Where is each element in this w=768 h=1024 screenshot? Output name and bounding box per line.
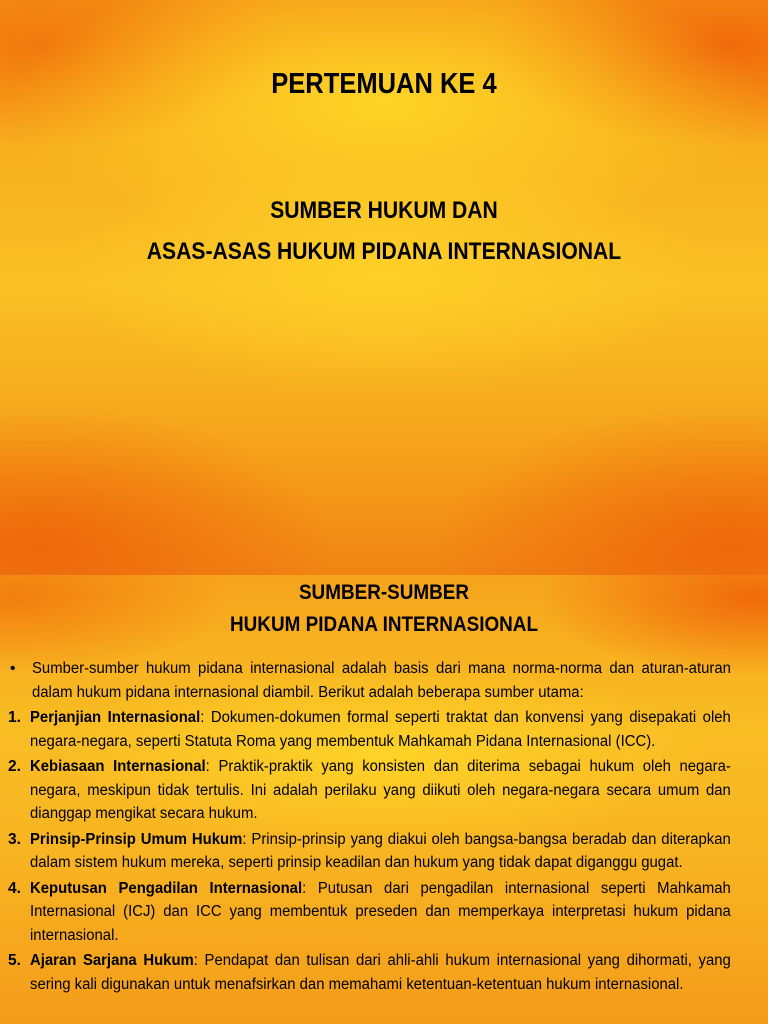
item-number: 2. <box>8 758 21 775</box>
item-desc: : Prinsip-prinsip yang diakui oleh bangsa-bangsa beradab dan diterapkan dalam sistem hukum mereka, seperti prinsip keadilan dan hukum yang tidak dapat diganggu gugat. <box>30 830 731 871</box>
slide-title: PERTEMUAN KE 4 <box>271 68 497 100</box>
slide-subtitle-line2: ASAS-ASAS HUKUM PIDANA INTERNASIONAL <box>146 238 622 265</box>
content-title-line2: HUKUM PIDANA INTERNASIONAL <box>230 613 538 636</box>
list-item <box>8 877 760 948</box>
content-slide <box>0 575 768 1024</box>
item-term: Ajaran Sarjana Hukum <box>30 952 194 969</box>
item-term: Keputusan Pengadilan Internasional <box>30 879 303 897</box>
item-desc: : Praktik-praktik yang konsisten dan diterima sebagai hukum oleh negara-negara, meskipun tidak tertulis. Ini adalah perilaku yang diikuti oleh negara-negara secara umum dan dianggap mengikat secara hukum. <box>30 758 731 822</box>
bullet-icon: • <box>10 660 16 677</box>
item-term: Kebiasaan Internasional <box>30 758 206 775</box>
list-item <box>8 706 760 753</box>
slide-subtitle-line1: SUMBER HUKUM DAN <box>270 197 498 224</box>
intro-text: Sumber-sumber hukum pidana internasional adalah basis dari mana norma-norma dan aturan-aturan dalam hukum pidana internasional diambil. Berikut adalah beberapa sumber utama: <box>32 660 731 701</box>
item-term: Prinsip-Prinsip Umum Hukum <box>30 830 243 848</box>
item-number: 4. <box>8 879 21 897</box>
list-item <box>8 755 760 826</box>
item-number: 1. <box>8 709 21 726</box>
item-desc: : Dokumen-dokumen formal seperti traktat dan konvensi yang disepakati oleh negara-negara, seperti Statuta Roma yang membentuk Mahkamah Pidana Internasional (ICC). <box>30 709 731 750</box>
intro-paragraph <box>8 657 760 704</box>
item-number: 3. <box>8 830 21 848</box>
item-desc: : Pendapat dan tulisan dari ahli-ahli hukum internasional yang dihormati, yang sering kali digunakan untuk menafsirkan dan memahami ketentuan-ketentuan hukum internasional. <box>30 952 731 993</box>
content-body <box>8 657 760 998</box>
list-item <box>8 828 760 875</box>
item-desc: : Putusan dari pengadilan internasional seperti Mahkamah Internasional (ICJ) dan ICC yang membentuk preseden dan memperkaya interpretasi hukum pidana internasional. <box>30 879 731 944</box>
list-item <box>8 949 760 996</box>
content-title-line1: SUMBER-SUMBER <box>298 581 470 604</box>
item-term: Perjanjian Internasional <box>30 709 201 726</box>
item-number: 5. <box>8 952 21 969</box>
